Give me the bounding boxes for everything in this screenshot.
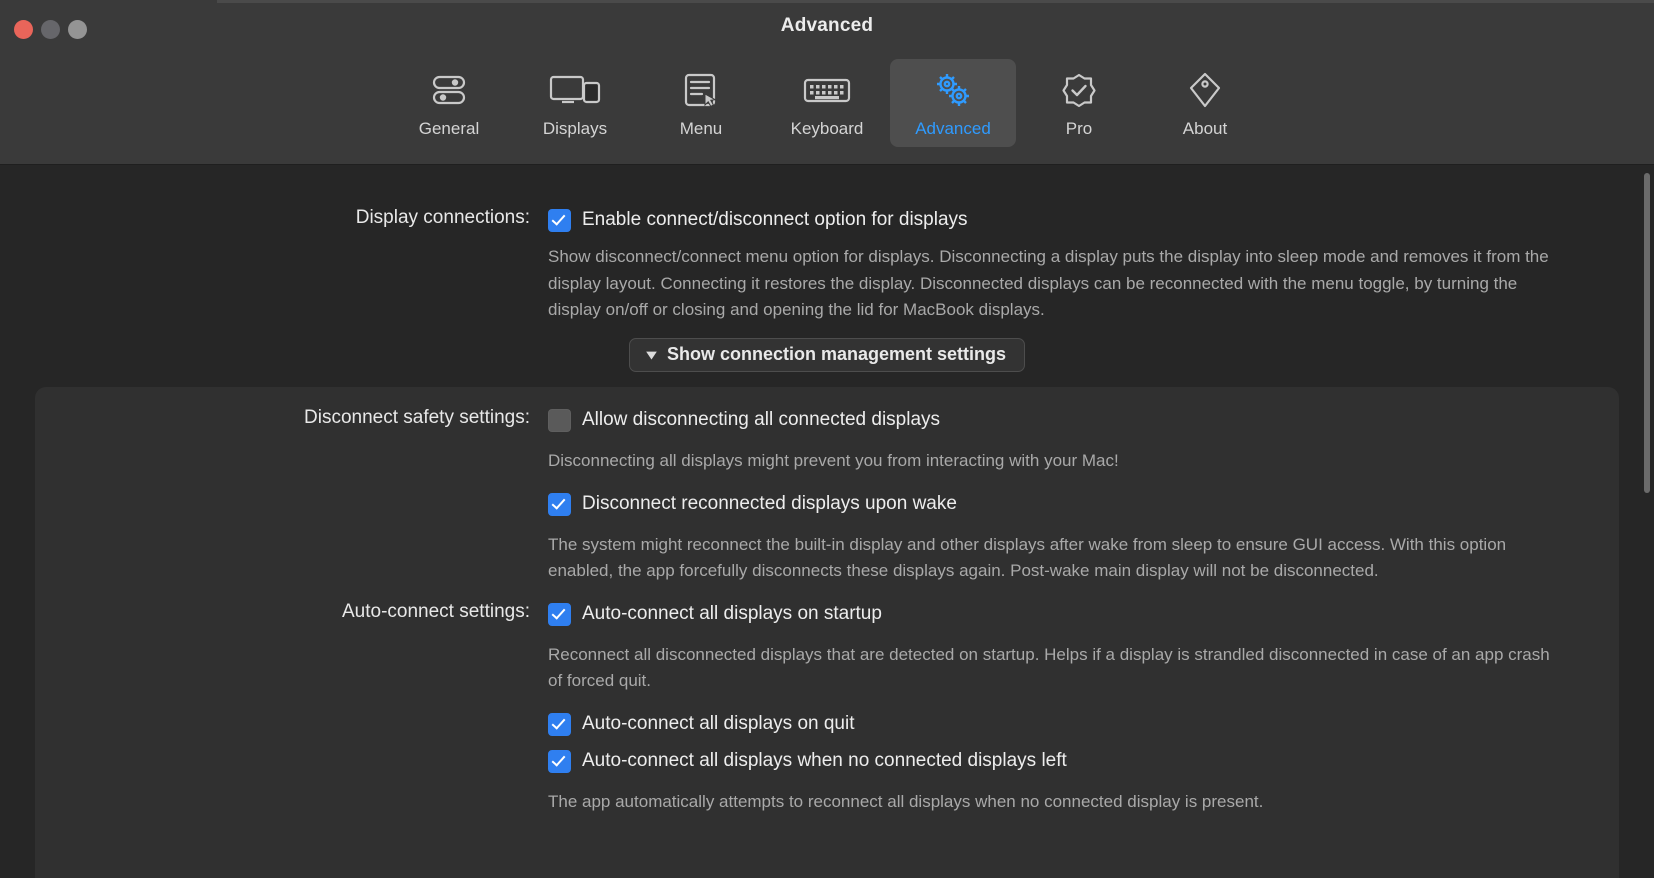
gears-icon [929,67,977,113]
advanced-settings-content [0,165,1654,878]
disconnect-safety-row [35,407,1619,585]
keyboard-icon [801,67,853,113]
disconnect-upon-wake-checkbox[interactable] [548,491,1579,516]
tab-pro-label: Pro [1065,119,1093,138]
auto-connect-none-left-label: Auto-connect all displays when no connected displays left [582,749,1067,771]
preferences-toolbar[interactable] [0,56,1654,165]
tab-general[interactable] [386,59,512,147]
tab-about[interactable] [1142,59,1268,147]
tab-about-label: About [1182,119,1228,138]
tab-keyboard[interactable] [764,59,890,147]
window-top-edge [217,0,1654,7]
disconnect-safety-label: Disconnect safety settings: [304,407,530,428]
auto-connect-startup-description: Reconnect all disconnected displays that are detected on startup. Helps if a display is strandled disconnected in case of an app crash of forced quit. [548,644,1550,690]
auto-connect-startup-checkbox[interactable] [548,601,1579,626]
auto-connect-none-left-checkbox[interactable] [548,748,1579,773]
auto-connect-startup-label: Auto-connect all displays on startup [582,602,882,624]
title-bar [0,0,1654,56]
tab-menu-label: Menu [679,119,723,138]
allow-disconnect-all-checkbox[interactable] [548,407,1579,432]
display-connections-description: Show disconnect/connect menu option for displays. Disconnecting a display puts the display into sleep mode and removes it from the display layout. Connecting it restores the display. Disconnected displays can be reconnected with the menu toggle, by turning the display on/off or closing and opening the lid for MacBook displays. [548,247,1549,319]
disclosure-row [0,338,1654,372]
auto-connect-row [35,601,1619,816]
allow-disconnect-all-description: Disconnecting all displays might prevent you from interacting with your Mac! [548,451,1119,470]
checkbox-box[interactable] [548,713,571,736]
show-connection-management-settings-button[interactable] [629,338,1025,372]
auto-connect-label: Auto-connect settings: [342,600,530,622]
auto-connect-quit-checkbox[interactable] [548,711,1579,736]
menu-list-icon [678,67,724,113]
allow-disconnect-all-label: Allow disconnecting all connected displays [582,409,941,430]
tab-advanced-label: Advanced [915,119,991,138]
sliders-icon [428,67,470,113]
displays-icon [548,67,602,113]
disconnect-upon-wake-label: Disconnect reconnected displays upon wake [582,492,957,514]
chevron-down-icon: ▾ [646,345,657,362]
checkbox-box[interactable] [548,409,571,432]
disclosure-label: Show connection management settings [666,343,1007,364]
checkmark-shield-icon [1057,67,1101,113]
connection-management-panel [35,387,1619,878]
tab-menu[interactable] [638,59,764,147]
checkbox-box[interactable] [548,493,571,516]
tab-general-label: General [418,119,480,138]
display-connections-row [0,165,1654,324]
vertical-scrollbar[interactable] [1644,173,1650,493]
tab-keyboard-label: Keyboard [790,119,864,138]
enable-connect-disconnect-checkbox[interactable] [548,207,1614,232]
auto-connect-none-left-description: The app automatically attempts to reconnect all displays when no connected display is present. [548,791,1264,811]
tab-displays[interactable] [512,59,638,147]
window-title: Advanced [780,15,874,36]
enable-connect-disconnect-label: Enable connect/disconnect option for displays [582,209,968,230]
checkbox-box[interactable] [548,209,571,232]
tab-advanced[interactable] [890,59,1016,147]
checkbox-box[interactable] [548,603,571,626]
auto-connect-quit-label: Auto-connect all displays on quit [582,712,855,734]
tab-pro[interactable] [1016,59,1142,147]
display-connections-label: Display connections: [355,207,530,228]
disconnect-upon-wake-description: The system might reconnect the built-in display and other displays after wake from sleep to ensure GUI access. With this option enabled, the app forcefully disconnects these displays again. Post-wake main display will not be disconnected. [548,534,1507,580]
tab-displays-label: Displays [542,119,608,138]
tag-icon [1183,67,1227,113]
checkbox-box[interactable] [548,750,571,773]
